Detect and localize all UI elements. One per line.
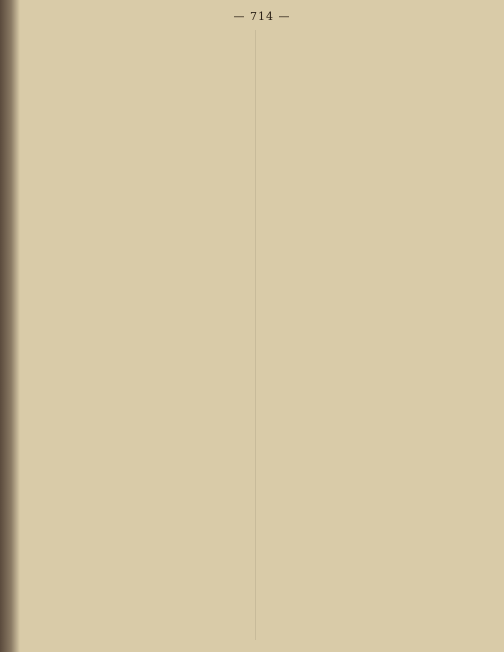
scan-edge (0, 0, 20, 652)
page-number: — 714 — (233, 10, 291, 23)
text-column-left (38, 30, 243, 640)
text-column-right (266, 30, 471, 640)
book-page (20, 0, 504, 652)
column-gutter (255, 30, 256, 640)
